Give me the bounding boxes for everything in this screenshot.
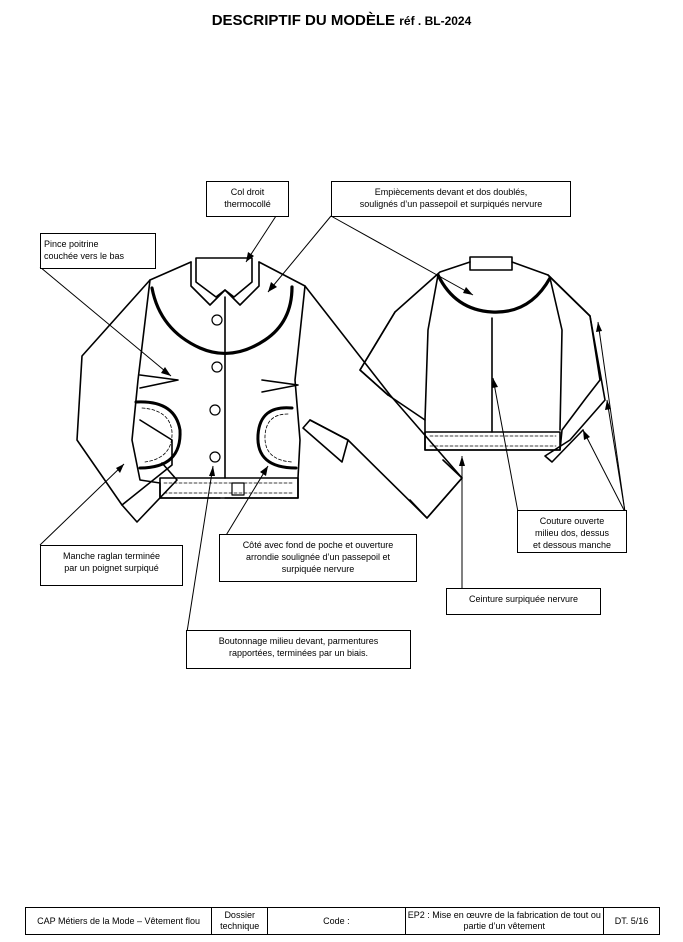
- callout-ceinture: Ceinture surpiquée nervure: [446, 588, 601, 615]
- callout-empiecements: Empiècements devant et dos doublés, soulignés d’un passepoil et surpiqués nervure: [331, 181, 571, 217]
- callout-col-droit: Col droit thermocollé: [206, 181, 289, 217]
- title-main: DESCRIPTIF DU MODÈLE: [211, 12, 396, 29]
- callout-couture-ouverte: Couture ouverte milieu dos, dessus et dessous manche: [517, 510, 627, 553]
- callout-pince-poitrine: Pince poitrine couchée vers le bas: [40, 233, 156, 269]
- footer-dossier: Dossier technique: [212, 908, 268, 935]
- footer-epreuve: EP2 : Mise en œuvre de la fabrication de tout ou partie d’un vêtement: [405, 908, 603, 935]
- footer-page: DT. 5/16: [604, 908, 660, 935]
- back-view-jacket: [360, 257, 605, 462]
- front-view-jacket: [77, 258, 462, 522]
- footer-code: Code :: [268, 908, 405, 935]
- callout-manche-raglan: Manche raglan terminée par un poignet surpiqué: [40, 545, 183, 586]
- title-reference: réf . BL-2024: [399, 14, 472, 28]
- footer-table: [25, 907, 660, 935]
- callout-boutonnage: Boutonnage milieu devant, parmentures rapportées, terminées par un biais.: [186, 630, 411, 669]
- callout-cote-poche: Côté avec fond de poche et ouverture arrondie soulignée d’un passepoil et surpiquée nervure: [219, 534, 417, 582]
- footer-diploma: CAP Métiers de la Mode – Vêtement flou: [26, 908, 212, 935]
